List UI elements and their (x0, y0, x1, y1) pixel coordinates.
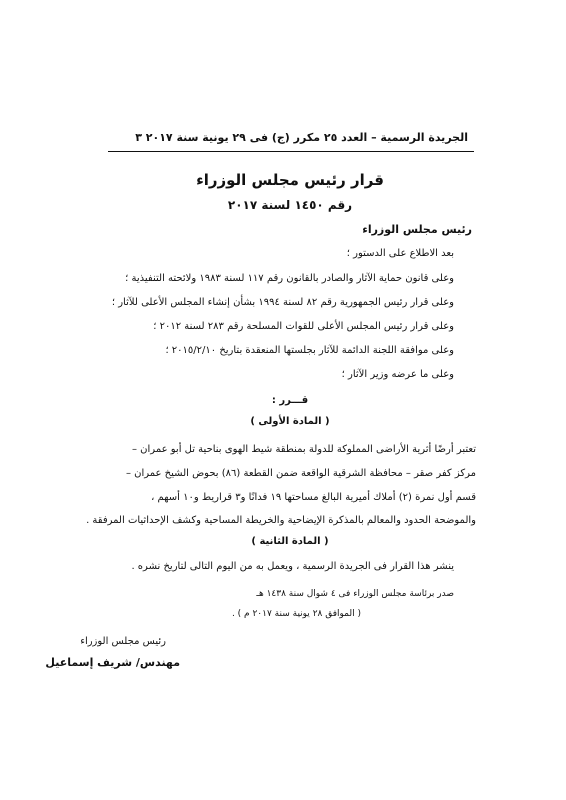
running-header: الجريدة الرسمية – العدد ٢٥ مكرر (ج) فى ٢٩ يونية سنة ٢٠١٧ ٣ (135, 131, 468, 144)
recital-4: وعلى قرار رئيس المجلس الأعلى للقوات المسلحة رقم ٢٨٣ لسنة ٢٠١٢ ؛ (153, 321, 454, 332)
decision-word: قـــرر : (271, 395, 309, 406)
signature-name: مهندس/ شريف إسماعيل (45, 656, 180, 669)
article-1-line-4: والموضحة الحدود والمعالم بالمذكرة الإيضاحية والخريطة المساحية وكشف الإحداثيات المرفقة . (86, 515, 476, 526)
article-1-line-1: تعتبر أرضًا أثرية الأراضى المملوكة للدولة بمنطقة شيط الهوى بناحية تل أبو عمران – (132, 444, 476, 455)
header-rule (108, 151, 474, 152)
decree-title: قرار رئيس مجلس الوزراء (196, 171, 384, 189)
article-1-line-3: قسم أول نمرة (٢) أملاك أميرية البالغ مساحتها ١٩ فدانًا و٣ قراريط و١٠ أسهم ، (151, 492, 476, 503)
signature-title: رئيس مجلس الوزراء (80, 636, 166, 647)
recital-5: وعلى موافقة اللجنة الدائمة للآثار بجلستها المنعقدة بتاريخ ٢٠١٥/٢/١٠ ؛ (165, 345, 454, 356)
article-2-line-1: ينشر هذا القرار فى الجريدة الرسمية ، ويعمل به من اليوم التالى لتاريخ نشره . (131, 561, 454, 572)
recital-3: وعلى قرار رئيس الجمهورية رقم ٨٢ لسنة ١٩٩٤ بشأن إنشاء المجلس الأعلى للآثار ؛ (111, 297, 454, 308)
article-1-heading: ( المادة الأولى ) (250, 416, 330, 427)
recital-2: وعلى قانون حماية الآثار والصادر بالقانون رقم ١١٧ لسنة ١٩٨٣ ولائحته التنفيذية ؛ (125, 273, 454, 284)
recital-6: وعلى ما عرضه وزير الآثار ؛ (341, 369, 454, 380)
recital-1: بعد الاطلاع على الدستور ؛ (346, 248, 454, 259)
corresponding-date: ( الموافق ٢٨ يونية سنة ٢٠١٧ م ) . (231, 609, 361, 619)
decree-number: رقم ١٤٥٠ لسنة ٢٠١٧ (227, 198, 353, 212)
issuer-line: رئيس مجلس الوزراء (362, 223, 472, 236)
article-1-line-2: مركز كفر صقر – محافظة الشرقية الواقعة ضمن القطعة (٨٦) بحوض الشيخ عمران – (125, 468, 476, 479)
article-2-heading: ( المادة الثانية ) (251, 536, 329, 547)
issued-date: صدر برئاسة مجلس الوزراء فى ٤ شوال سنة ١٤٣٨ هـ (256, 589, 454, 599)
